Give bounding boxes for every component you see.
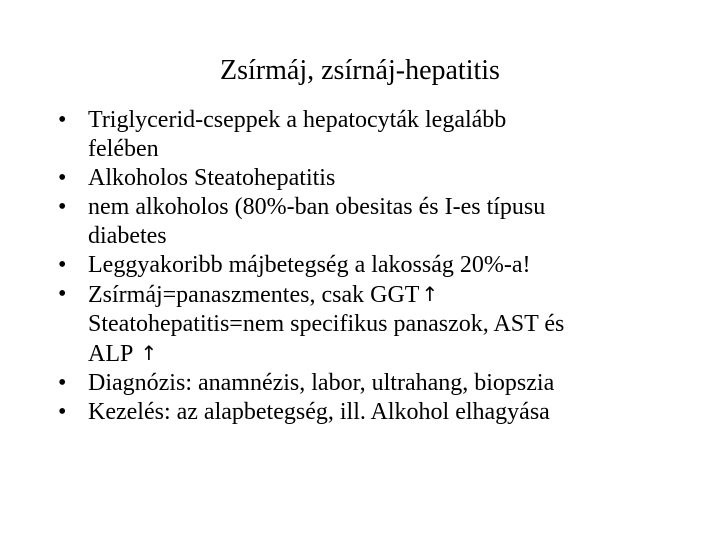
bullet-text-line: felében: [88, 136, 159, 162]
bullet-text-line: Steatohepatitis=nem specifikus panaszok, AST és: [88, 311, 565, 337]
bullet-item: [58, 280, 678, 369]
bullet-text-line: Diagnózis: anamnézis, labor, ultrahang, biopszia: [88, 370, 555, 396]
bullet-icon: •: [58, 370, 67, 396]
bullet-item: [58, 398, 678, 427]
bullet-text-line: Leggyakoribb májbetegség a lakosság 20%-a!: [88, 252, 531, 278]
bullet-list: [58, 106, 678, 427]
up-arrow-icon: ↑: [421, 282, 439, 306]
slide-title: Zsírmáj, zsírnáj-hepatitis: [220, 55, 500, 86]
bullet-text-line: Kezelés: az alapbetegség, ill. Alkohol elhagyása: [88, 399, 550, 425]
bullet-text-line: Triglycerid-cseppek a hepatocyták legalább: [88, 107, 507, 133]
bullet-icon: •: [58, 281, 67, 307]
bullet-icon: •: [58, 107, 67, 133]
bullet-item: [58, 251, 678, 280]
bullet-item: [58, 164, 678, 193]
bullet-text-line: [88, 280, 678, 310]
bullet-text-line: diabetes: [88, 223, 167, 249]
bullet-icon: •: [58, 399, 67, 425]
bullet-text-line: Alkoholos Steatohepatitis: [88, 165, 336, 191]
ggt-text: Zsírmáj=panaszmentes, csak GGT: [88, 282, 420, 308]
bullet-text-line: nem alkoholos (80%-ban obesitas és I-es típusu: [88, 194, 546, 220]
up-arrow-icon: ↑: [140, 341, 158, 365]
bullet-item: [58, 193, 678, 251]
bullet-icon: •: [58, 252, 67, 278]
alp-text: ALP: [88, 341, 139, 367]
bullet-icon: •: [58, 165, 67, 191]
bullet-item: [58, 106, 678, 164]
bullet-item: [58, 369, 678, 398]
bullet-icon: •: [58, 194, 67, 220]
bullet-text-line: [88, 339, 678, 369]
